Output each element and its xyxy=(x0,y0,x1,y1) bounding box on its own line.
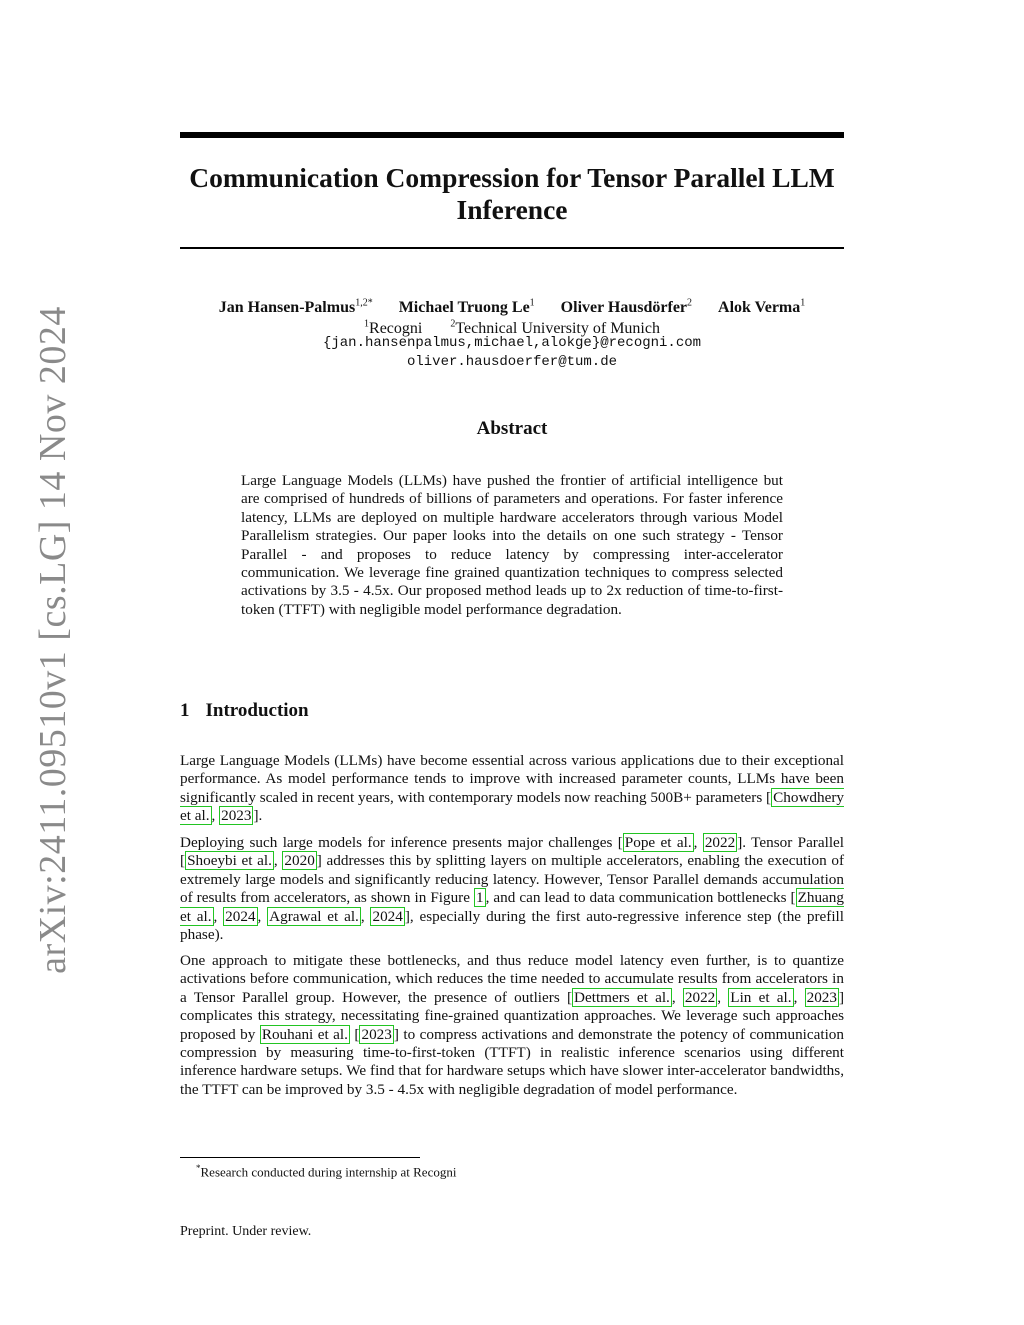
arxiv-id: arXiv:2411.09510v1 [cs.LG] 14 Nov 2024 xyxy=(32,306,75,974)
citation-link[interactable]: 2023 xyxy=(221,807,252,825)
citation-link[interactable]: Agrawal et al. xyxy=(269,907,359,925)
citation-link[interactable]: 2023 xyxy=(361,1025,392,1043)
citation-link[interactable]: 2020 xyxy=(284,852,315,870)
citation-link[interactable]: Zhuang et al. xyxy=(180,889,844,925)
title-rule-bottom xyxy=(180,247,844,249)
email-line: oliver.hausdoerfer@tum.de xyxy=(406,354,618,370)
email-line: {jan.hansenpalmus,michael,alokge}@recogni.com xyxy=(322,335,702,351)
intro-paragraph: One approach to mitigate these bottlenecks, and thus reduce model latency even further, is to quantize activations before communication, which reduces the time needed to accumulate results from accelerators in a Tensor Parallel group. However, the presence of outliers [ Dettmers et al. , 2022 , Lin et al. , 2023 ] complicates this strategy, necessitating fine-grained quantization approaches. We leverage such approaches proposed by Rouhani et al. [ 2023 ] to compress activations and demonstrate the potency of communication compression by measuring time-to-first-token (TTFT) in realistic inference scenarios using different inference hardware setups. We find that for hardware setups which have slower inter-accelerator bandwidths, the TTFT can be improved by 3.5 - 4.5x with negligible degradation of model performance. xyxy=(180,952,845,1098)
paper-title: Communication Compression for Tensor Parallel LLM Inference xyxy=(189,162,835,225)
affiliation: $^2$Technical University of Munich xyxy=(450,319,660,338)
intro-paragraph: Deploying such large models for inference presents major challenges [ Pope et al. , 2022 ]. Tensor Parallel [ Shoeybi et al. , 2020 ] addresses this by splitting layers on multiple accelerators, enabling the execution of extremely large models and significantly reducing latency. However, Tensor Parallel demands accumulation of results from accelerators, as shown in Figure 1 , and can lead to data communication bottlenecks [ Zhuang et al. , 2024 , Agrawal et al. , 2024 ], especially during the first auto-regressive inference step (the prefill phase). xyxy=(180,834,845,944)
author: Jan Hansen-Palmus$^{1,2*}$ xyxy=(218,298,373,317)
footnote-rule xyxy=(180,1157,420,1158)
abstract-heading: Abstract xyxy=(476,418,548,439)
citation-link[interactable]: 2023 xyxy=(806,988,837,1006)
citation-link[interactable]: 2024 xyxy=(372,907,403,925)
author: Oliver Hausdörfer$^2$ xyxy=(560,298,693,317)
intro-paragraph: Large Language Models (LLMs) have become essential across various applications due to their exceptional performance. As model performance tends to improve with increased parameter counts, LLMs have been significantly scaled in recent years, with contemporary models now reaching 500B+ parameters [ Chowdhery et al. , 2023 ]. xyxy=(180,752,844,825)
citation-link[interactable]: Lin et al. xyxy=(730,988,792,1006)
author: Alok Verma$^1$ xyxy=(718,298,806,317)
citation-link[interactable]: Dettmers et al. xyxy=(574,988,670,1006)
title-rule-top xyxy=(180,132,844,138)
citation-link[interactable]: Chowdhery et al. xyxy=(180,788,844,825)
citation-link[interactable]: Shoeybi et al. xyxy=(187,852,272,870)
citation-link[interactable]: 2022 xyxy=(704,834,736,851)
footnote: *Research conducted during internship at Recogni xyxy=(196,1163,457,1180)
citation-link[interactable]: Pope et al. xyxy=(624,834,692,851)
citation-link[interactable]: 2024 xyxy=(225,907,256,925)
citation-link[interactable]: Rouhani et al. xyxy=(261,1025,348,1043)
section-heading xyxy=(180,700,309,722)
preprint-note: Preprint. Under review. xyxy=(180,1224,312,1239)
section-title: Introduction xyxy=(205,700,309,721)
citation-link[interactable]: 2022 xyxy=(684,988,716,1006)
affiliation: $^1$Recogni xyxy=(364,319,423,338)
abstract-body: Large Language Models (LLMs) have pushed the frontier of artificial intelligence but are comprised of hundreds of billions of parameters and operations. For faster inference latency, LLMs are deployed on multiple hardware accelerators through various Model Parallelism strategies. Our paper looks into the details on one such strategy - Tensor Parallel - and proposes to reduce latency by compressing inter-accelerator communication. We leverage fine grained quantization techniques to compress selected activations by 3.5 - 4.5x. Our proposed method leads up to 2x reduction of time-to-first-token (TTFT) with negligible model performance degradation. xyxy=(241,472,783,618)
section-number: 1 xyxy=(180,700,190,721)
arxiv-stamp xyxy=(22,306,84,974)
figure-link[interactable]: 1 xyxy=(476,889,484,907)
author: Michael Truong Le$^1$ xyxy=(398,298,535,317)
